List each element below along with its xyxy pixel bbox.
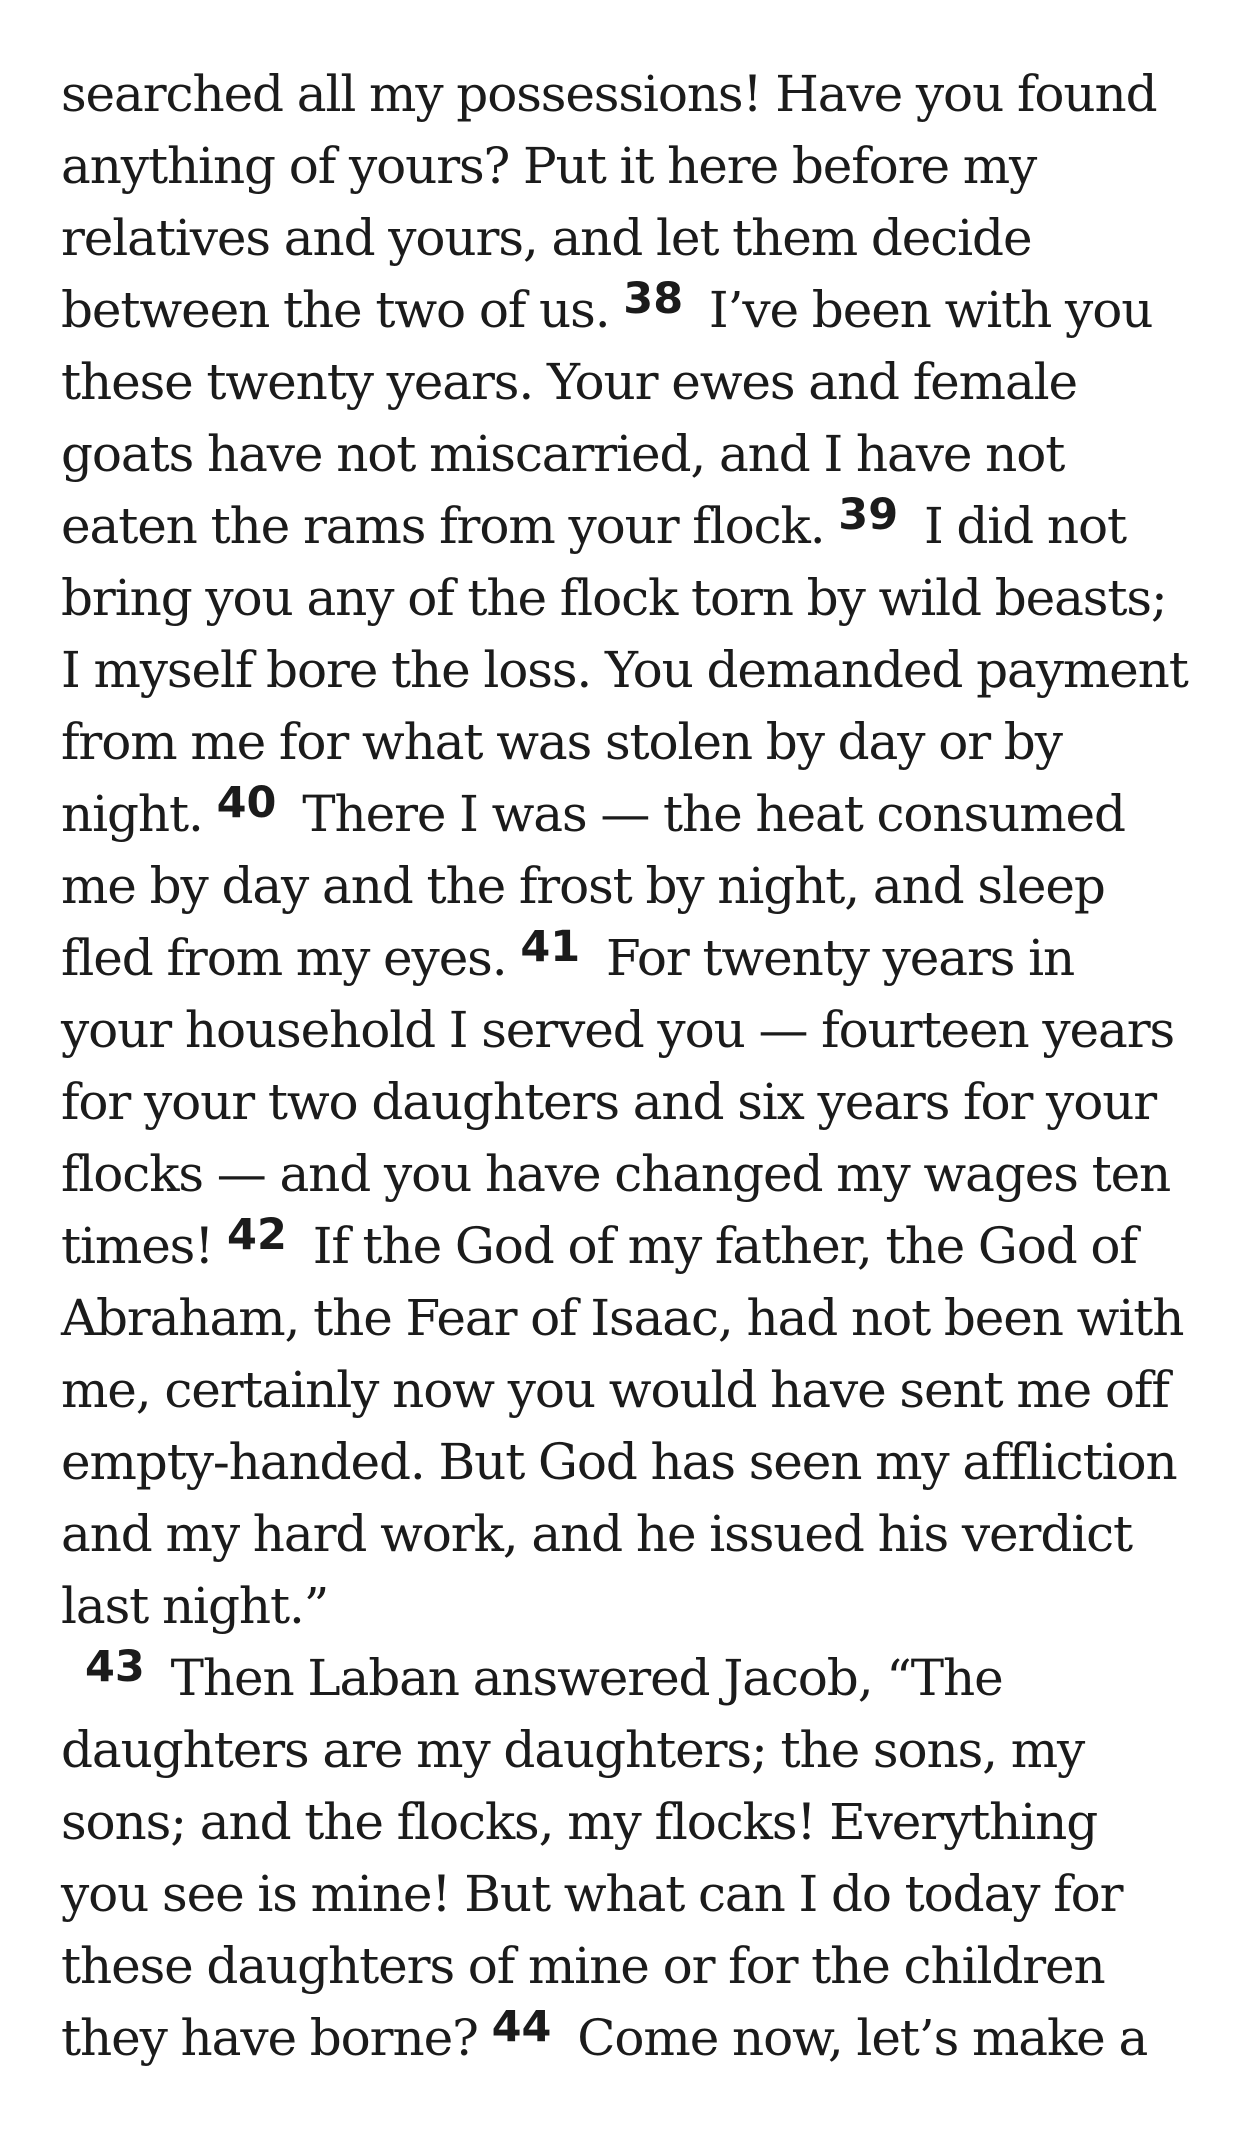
text-run: If the God of my father, the God of Abraham, the Fear of Isaac, had not been with me, certainly now you would have sent me off empty-handed. But God has seen my affliction and my hard work, and he issued his verdict last night.” — [61, 1217, 1184, 1635]
verse-number-44[interactable]: 44 — [491, 2002, 552, 2052]
text-run: Come now, let’s make a — [577, 2009, 1148, 2067]
text-run: For twenty years in your household I served you — fourteen years for your two daughters and six years for your flocks — and you have changed my wages ten times! — [61, 929, 1175, 1275]
paragraph-1 — [61, 58, 1192, 1642]
verse-number-40[interactable]: 40 — [216, 778, 277, 828]
text-run: I’ve been with you these twenty years. Your ewes and female goats have not miscarried, and I have not eaten the rams from your flock. — [61, 281, 1153, 555]
text-run: Then Laban answered Jacob, “The daughters are my daughters; the sons, my sons; and the flocks, my flocks! Everything you see is mine! But what can I do today for these daughters of mine or for the children they have borne? — [61, 1649, 1123, 2067]
verse-number-41[interactable]: 41 — [520, 922, 581, 972]
text-run: There I was — the heat consumed me by day and the frost by night, and sleep fled from my eyes. — [61, 785, 1125, 987]
text-run: I did not bring you any of the flock torn by wild beasts; I myself bore the loss. You demanded payment from me for what was stolen by day or by night. — [61, 497, 1188, 843]
verse-number-38[interactable]: 38 — [623, 274, 684, 324]
verse-number-42[interactable]: 42 — [227, 1210, 287, 1260]
scripture-passage — [61, 58, 1192, 2074]
text-run: searched all my possessions! Have you found anything of yours? Put it here before my relatives and yours, and let them decide between the two of us. — [61, 65, 1157, 339]
verse-number-39[interactable]: 39 — [838, 490, 899, 540]
verse-number-43[interactable]: 43 — [85, 1642, 145, 1692]
paragraph-2 — [61, 1642, 1192, 2074]
